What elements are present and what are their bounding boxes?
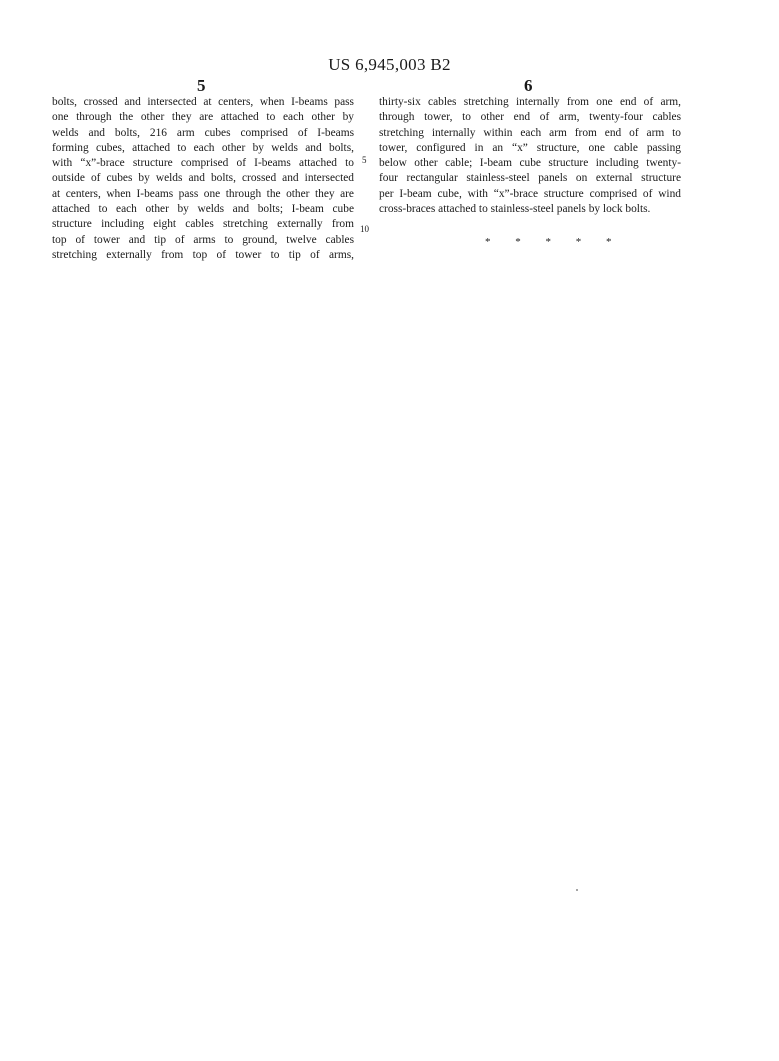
text-line: top of tower and tip of arms to ground, twelve cables: [52, 233, 354, 246]
text-line: through tower, to other end of arm, twenty-four cables: [379, 111, 681, 124]
text-line: thirty-six cables stretching internally from one end of arm,: [379, 96, 681, 108]
left-column-text: [52, 95, 354, 263]
text-line: bolts, crossed and intersected at centers, when I-beams pass: [52, 96, 354, 108]
right-column-text: [379, 95, 681, 217]
text-line: below other cable; I-beam cube structure including twenty-: [379, 157, 681, 170]
text-line: structure including eight cables stretching externally from: [52, 218, 354, 231]
text-line: per I-beam cube, with “x”-brace structure comprised of wind: [379, 187, 681, 200]
text-line: at centers, when I-beams pass one through the other they are: [52, 187, 354, 200]
end-of-document-marks: * * * * *: [485, 236, 623, 248]
text-line: one through the other they are attached to each other by: [52, 111, 354, 124]
text-line: four rectangular stainless-steel panels on external structure: [379, 172, 681, 185]
right-column-number: 6: [524, 76, 533, 95]
left-column-number: 5: [197, 76, 206, 95]
line-number-marker: 5: [362, 155, 367, 165]
text-line: cross-braces attached to stainless-steel panels by lock bolts.: [379, 203, 651, 216]
text-line: forming cubes, attached to each other by welds and bolts,: [52, 141, 354, 154]
patent-number: US 6,945,003 B2: [328, 55, 451, 74]
text-line: attached to each other by welds and bolts; I-beam cube: [52, 203, 354, 216]
text-line: with “x”-brace structure comprised of I-beams attached to: [52, 157, 354, 170]
line-number-marker: 10: [360, 224, 369, 234]
scan-speck: [576, 889, 578, 891]
text-line: outside of cubes by welds and bolts, crossed and intersected: [52, 172, 354, 185]
text-line: stretching externally from top of tower to tip of arms,: [52, 248, 354, 261]
text-line: tower, configured in an “x” structure, one cable passing: [379, 141, 681, 154]
text-line: welds and bolts, 216 arm cubes comprised of I-beams: [52, 126, 354, 139]
text-line: stretching internally within each arm from end of arm to: [379, 126, 681, 139]
